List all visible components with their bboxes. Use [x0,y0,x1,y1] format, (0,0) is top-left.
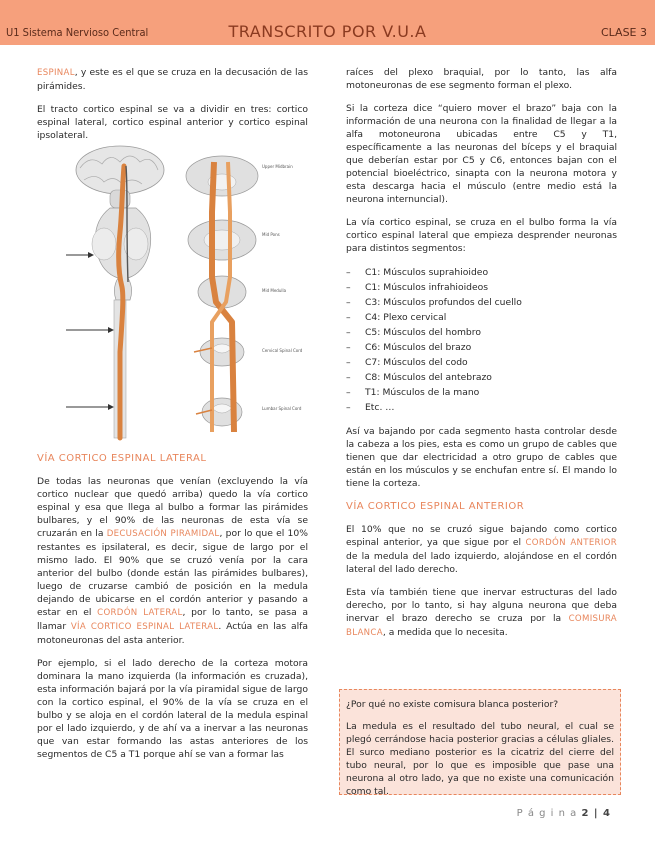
list-item: – C5: Músculos del hombro [346,327,481,338]
paragraph: Así va bajando por cada segmento hasta controlar desde la cabeza a los pies, esta es como un grupo de cables que tienen que dar electricidad a otro grupo de cables que están en los músculos y se enchufan entre sí. El mando lo tiene la corteza. [346,426,617,489]
paragraph: El tracto cortico espinal se va a dividir en tres: cortico espinal lateral, cortico espinal anterior y cortico espinal ipsolateral. [37,104,308,141]
segment-list [346,265,617,415]
paragraph: La vía cortico espinal, se cruza en el bulbo forma la vía cortico espinal lateral que empieza desprender neuronas para distintos segmentos: [346,217,617,254]
list-item: – C8: Músculos del antebrazo [346,372,492,383]
list-item: – C1: Músculos suprahioideo [346,267,489,278]
left-column-bottom [37,452,308,771]
header-class: CLASE 3 [600,26,647,39]
header-unit: U1 Sistema Nervioso Central [6,26,149,39]
note-question: ¿Por qué no existe comisura blanca posterior? [346,699,559,710]
label-cervical-spinal-cord: Cervical Spinal Cord [262,348,303,353]
paragraph: Si la corteza dice “quiero mover el brazo” baja con la información de una neurona con la finalidad de llegar a la alfa motoneurona ubicadas entre C5 y T1, específicamente a las neuronas del bíceps y el braquial que deberían estar por C5 y C6, entonces bajan con el potencial bioeléctrico, sinapta con la neurona motora y esta descarga hacia el músculo (entre medio está la neurona internuncial). [346,103,617,205]
left-column-top [37,66,308,152]
label-mid-medulla: Mid Medulla [262,288,287,293]
page-header [0,0,655,45]
section-heading: VÍA CORTICO ESPINAL LATERAL [37,453,207,464]
paragraph: raíces del plexo braquial, por lo tanto, las alfa motoneuronas de ese segmento forman el plexo. [346,67,617,91]
paragraph: Esta vía también tiene que inervar estructuras del lado derecho, por lo tanto, si hay alguna neurona que deba inervar el brazo derecho se cruza por la COMISURA BLANCA, a medida que lo necesita. [346,587,617,638]
label-mid-pons: Mid Pons [262,232,280,237]
header-transcriber: TRANSCRITO POR V.U.A [228,22,427,41]
note-answer: La medula es el resultado del tubo neural, el cual se plegó cerrándose hacia posterior gracias a células gliales. El surco mediano posterior es la cicatriz del cierre del tubo neural, por lo que es imposible que pase una neurona al otro lado, ya que no existe una comunicación como tal. [346,721,614,797]
paragraph: El 10% que no se cruzó sigue bajando como cortico espinal anterior, ya que sigue por el CORDÓN ANTERIOR de la medula del lado izquierdo, alojándose en el cordón lateral del lado derecho. [346,524,617,575]
paragraph: De todas las neuronas que venían (excluyendo la vía cortico nuclear que quedó arriba) quedo la vía cortico espinal y esa que llega al bulbo a formar las pirámides bulbares, y el 90% de las neuronas de esta vía se cruzarán en la DECUSACIÓN PIRAMIDAL, por lo que el 10% restantes es ipsilateral, es decir, sigue de largo por el mismo lado. El 90% que se cruzó venía por la cara anterior del bulbo (donde están las pirámides bulbares), luego de cruzarse cambió de posición en la medula dejando de ubicarse en el cordón anterior y pasando a estar en el CORDÓN LATERAL, por lo tanto, se pasa a llamar VÍA CORTICO ESPINAL LATERAL. Actúa en las alfa motoneuronas del asta anterior. [37,476,309,646]
page-number: P á g i n a 2 | 4 [516,808,611,819]
label-upper-midbrain: Upper Midbrain [262,164,293,169]
corticospinal-figure [62,152,303,440]
list-item: – C7: Músculos del codo [346,357,468,368]
list-item: – T1: Músculos de la mano [346,387,480,398]
list-item: – C6: Músculos del brazo [346,342,472,353]
pyramidal-tract-illustration [62,152,303,440]
paragraph: Por ejemplo, si el lado derecho de la corteza motora dominara la mano izquierda (la información es cruzada), esta información bajará por la vía piramidal sigue de largo con la cortico espinal, el 90% de la vía se cruza en el bulbo y se aloja en el cordón lateral de la medula espinal por el lado izquierdo, y de ahí va a inervar a las neuronas que van estar formando las astas anteriores de los segmentos de C5 a T1 porque ahí se van a formar las [37,658,308,760]
paragraph: ESPINAL, y este es el que se cruza en la decusación de las pirámides. [37,67,308,92]
list-item: – Etc. … [346,402,395,413]
list-item: – C3: Músculos profundos del cuello [346,297,522,308]
note-box [339,689,621,795]
right-column [346,66,617,650]
list-item: – C4: Plexo cervical [346,312,447,323]
label-lumbar-spinal-cord: Lumbar Spinal Cord [262,406,302,411]
section-heading: VÍA CORTICO ESPINAL ANTERIOR [346,501,525,512]
list-item: – C1: Músculos infrahioideos [346,282,489,293]
